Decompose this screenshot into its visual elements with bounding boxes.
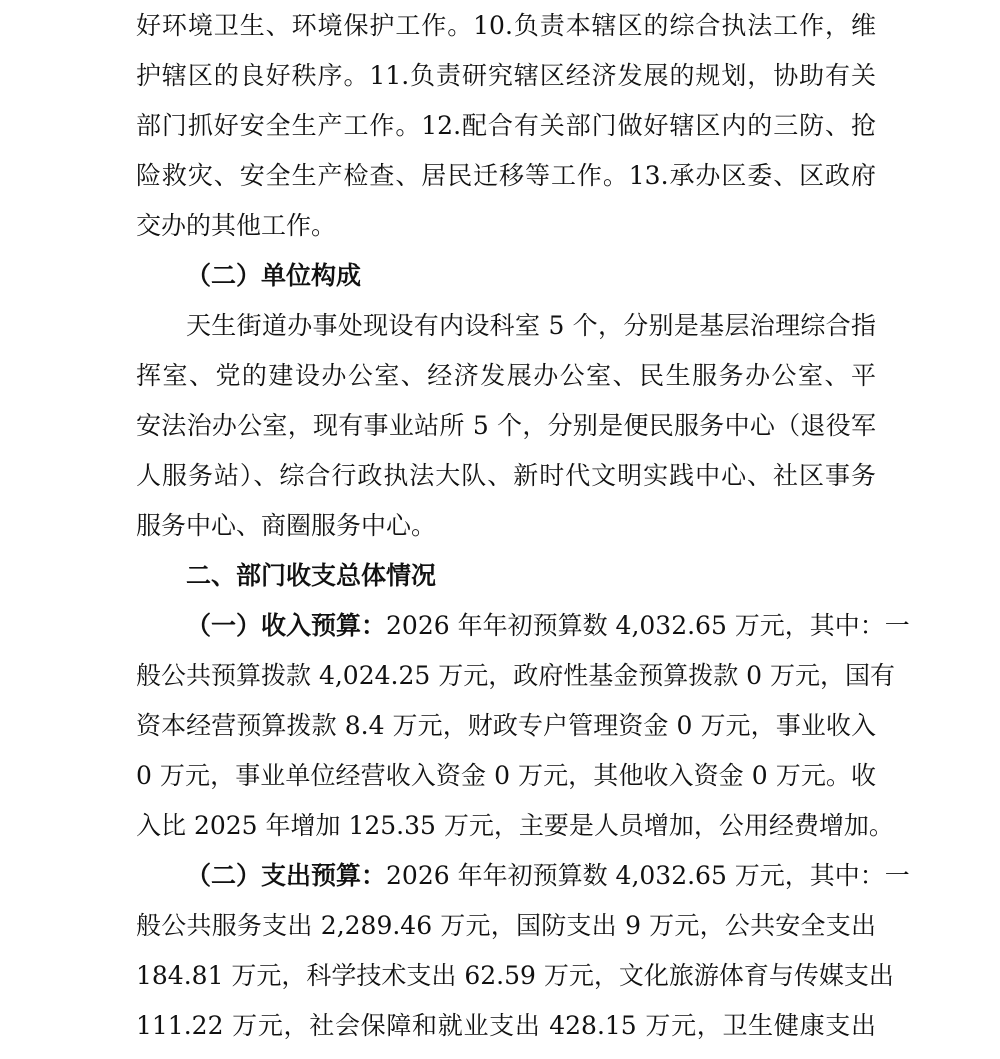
- expense-lead-text: 2026 年年初预算数 4,032.65 万元，其中：一: [386, 861, 910, 890]
- paragraph-line-6: 天生街道办事处现设有内设科室 5 个，分别是基层治理综合指: [186, 311, 876, 340]
- paragraph-line-7: 挥室、党的建设办公室、经济发展办公室、民生服务办公室、平: [136, 361, 876, 390]
- paragraph-line-expense-first: [186, 858, 910, 894]
- paragraph-line-17: 111.22 万元，社会保障和就业支出 428.15 万元，卫生健康支出: [136, 1011, 876, 1040]
- paragraph-line-10: 服务中心、商圈服务中心。: [136, 511, 437, 540]
- paragraph-line-12: 资本经营预算拨款 8.4 万元，财政专户管理资金 0 万元，事业收入: [136, 711, 876, 740]
- expense-label: （二）支出预算：: [186, 861, 387, 890]
- paragraph-line-11: 般公共预算拨款 4,024.25 万元，政府性基金预算拨款 0 万元，国有: [136, 661, 896, 690]
- paragraph-line-15: 般公共服务支出 2,289.46 万元，国防支出 9 万元，公共安全支出: [136, 911, 876, 940]
- paragraph-line-3: 部门抓好安全生产工作。12.配合有关部门做好辖区内的三防、抢: [136, 111, 876, 140]
- paragraph-line-14: 入比 2025 年增加 125.35 万元，主要是人员增加，公用经费增加。: [136, 811, 894, 840]
- paragraph-line-income-first: [186, 608, 910, 644]
- income-lead-text: 2026 年年初预算数 4,032.65 万元，其中：一: [386, 611, 910, 640]
- paragraph-line-13: 0 万元，事业单位经营收入资金 0 万元，其他收入资金 0 万元。收: [136, 761, 876, 790]
- paragraph-line-1: 好环境卫生、环境保护工作。10.负责本辖区的综合执法工作，维: [136, 11, 876, 40]
- section-heading-budget-overview: 二、部门收支总体情况: [186, 561, 437, 590]
- paragraph-line-2: 护辖区的良好秩序。11.负责研究辖区经济发展的规划，协助有关: [136, 61, 876, 90]
- paragraph-line-9: 人服务站）、综合行政执法大队、新时代文明实践中心、社区事务: [136, 461, 876, 490]
- paragraph-line-8: 安法治办公室，现有事业站所 5 个，分别是便民服务中心（退役军: [136, 411, 876, 440]
- paragraph-line-5: 交办的其他工作。: [136, 211, 337, 240]
- section-subheading-unit-composition: （二）单位构成: [186, 261, 362, 290]
- paragraph-line-16: 184.81 万元，科学技术支出 62.59 万元，文化旅游体育与传媒支出: [136, 961, 894, 990]
- income-label: （一）收入预算：: [186, 611, 387, 640]
- paragraph-line-4: 险救灾、安全生产检查、居民迁移等工作。13.承办区委、区政府: [136, 161, 876, 190]
